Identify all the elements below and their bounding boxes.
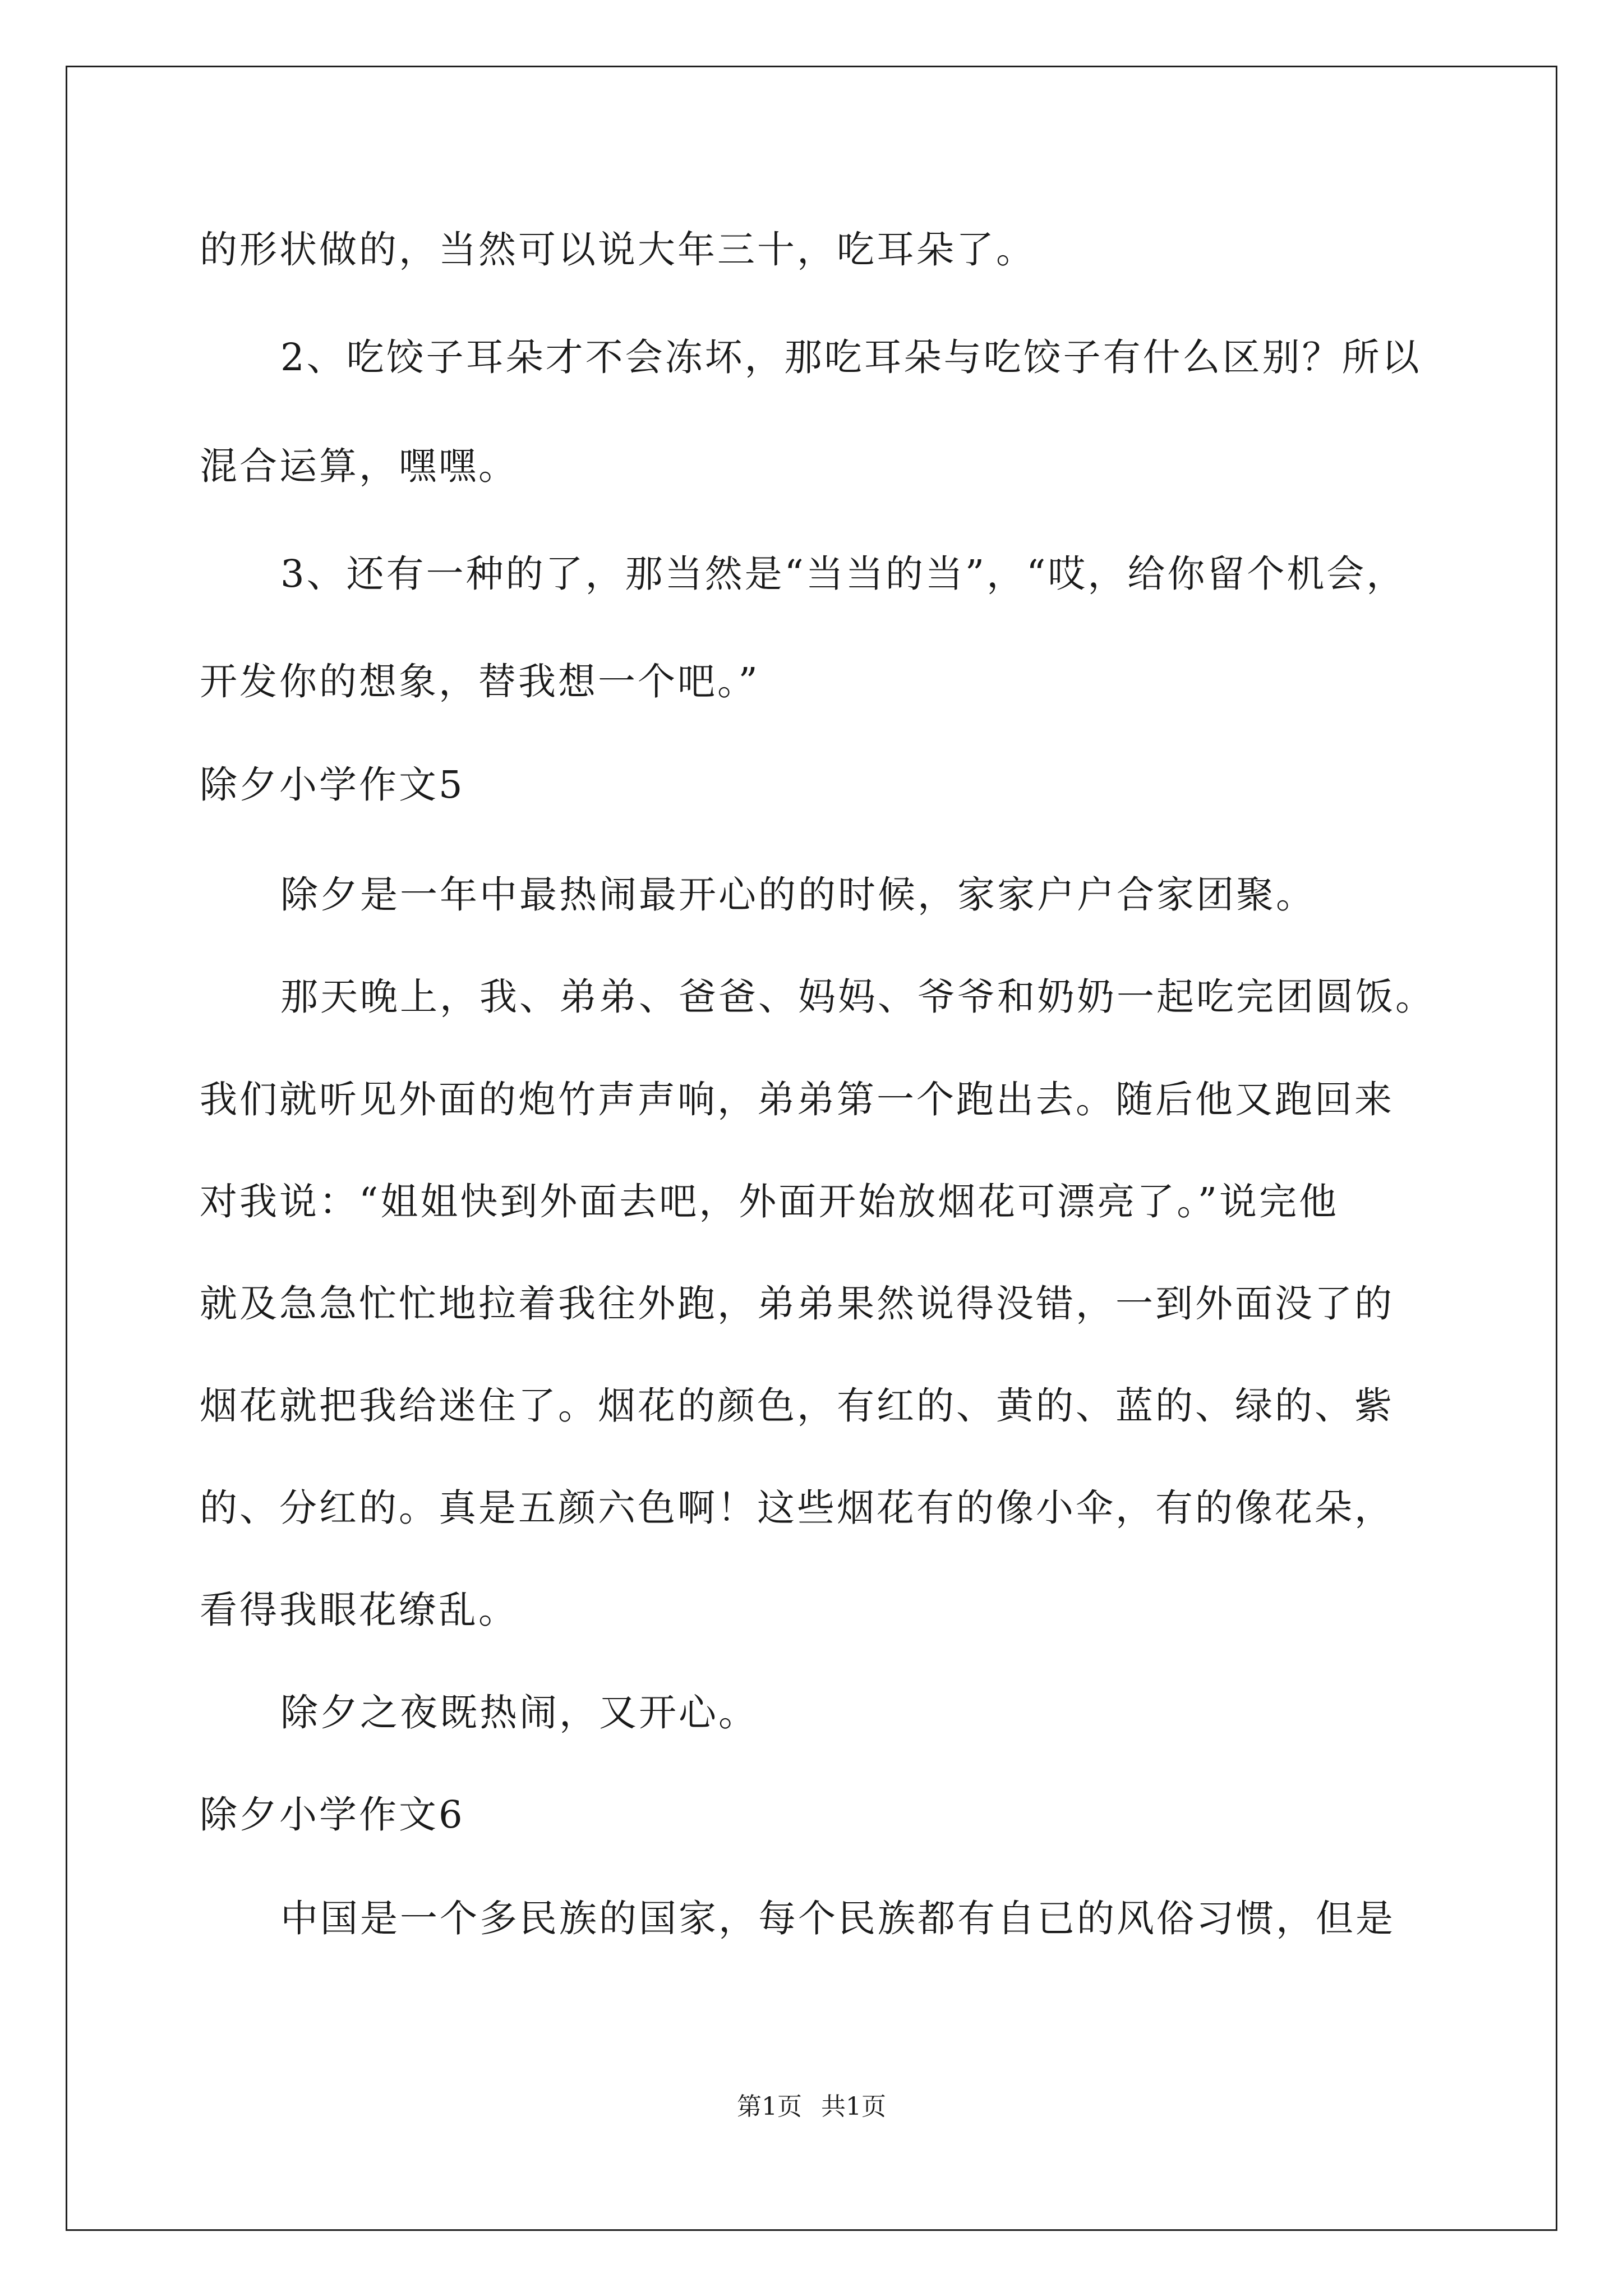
- page-footer: [0, 2090, 1623, 2124]
- paragraph-line: 3、还有一种的了，那当然是“当当的当”，“哎，给你留个机会，: [280, 552, 1407, 596]
- paragraph-line: 对我说：“姐姐快到外面去吧，外面开始放烟花可漂亮了。”说完他: [200, 1180, 1339, 1223]
- paragraph-line: 的形状做的，当然可以说大年三十，吃耳朵了。: [200, 228, 1036, 272]
- section-heading: 除夕小学作文6: [200, 1793, 465, 1837]
- paragraph-line: 中国是一个多民族的国家，每个民族都有自已的风俗习惯，但是: [280, 1897, 1395, 1940]
- paragraph-line: 烟花就把我给迷住了。烟花的颜色，有红的、黄的、蓝的、绿的、紫: [200, 1384, 1394, 1428]
- paragraph-line: 2、吃饺子耳朵才不会冻坏，那吃耳朵与吃饺子有什么区别？所以: [280, 335, 1422, 379]
- paragraph-line: 混合运算，嘿嘿。: [200, 444, 518, 488]
- paragraph-line: 看得我眼花缭乱。: [200, 1588, 518, 1632]
- section-heading: 除夕小学作文5: [200, 763, 465, 807]
- paragraph-line: 的、分红的。真是五颜六色啊！这些烟花有的像小伞，有的像花朵，: [200, 1486, 1394, 1530]
- paragraph-line: 开发你的想象，替我想一个吧。”: [200, 660, 760, 703]
- paragraph-line: 除夕之夜既热闹，又开心。: [280, 1691, 758, 1734]
- paragraph-line: 那天晚上，我、弟弟、爸爸、妈妈、爷爷和奶奶一起吃完团圆饭。: [280, 975, 1435, 1019]
- paragraph-line: 就及急急忙忙地拉着我往外跑，弟弟果然说得没错，一到外面没了的: [200, 1282, 1394, 1326]
- page-total: 共1页: [821, 2092, 886, 2121]
- page-number: 第1页: [737, 2092, 802, 2121]
- paragraph-line: 除夕是一年中最热闹最开心的的时候，家家户户合家团聚。: [280, 873, 1316, 917]
- paragraph-line: 我们就听见外面的炮竹声声响，弟弟第一个跑出去。随后他又跑回来: [200, 1078, 1394, 1121]
